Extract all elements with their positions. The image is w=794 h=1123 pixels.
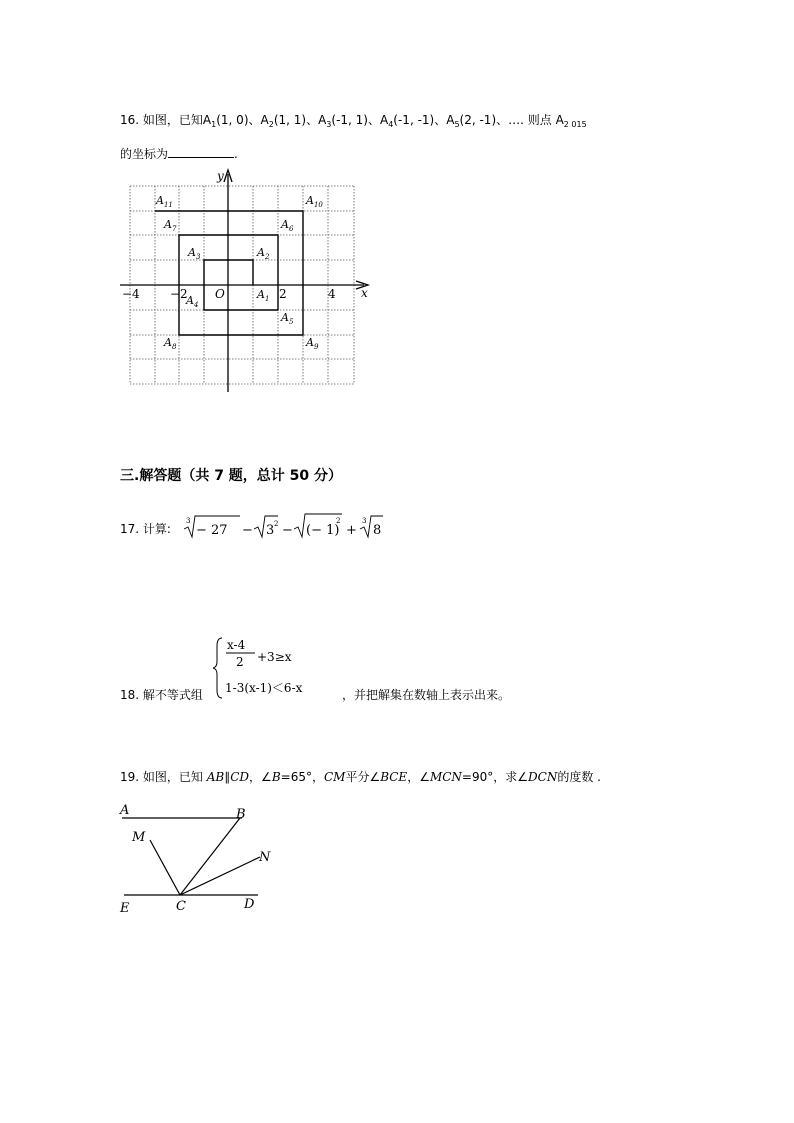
q16-line1: 16. 如图，已知$A_1(1$, 0)、$A_2(1$, 1)、$A_3(-1$, 1)、$A_4(-1$, -1)、$A_5(2$, -1)、…. 则点 $A_{2 015}$	[120, 113, 587, 129]
point-b-label: B	[236, 807, 246, 822]
ray-cn	[180, 857, 260, 895]
q17-number: 17.	[120, 522, 140, 536]
inequality-1-rest: +3≥x	[257, 650, 292, 664]
svg-text:−: −	[242, 523, 253, 538]
q16-coordinate-figure	[118, 168, 376, 396]
point-label-a4: $A_4$	[186, 294, 199, 309]
svg-text:(− 1): (− 1)	[306, 523, 340, 538]
point-label-a6: $A_6$	[281, 218, 294, 233]
q16-number: 16.	[120, 113, 140, 127]
q18-inequality-system	[213, 636, 343, 700]
svg-text:3: 3	[186, 517, 191, 525]
q19-number: 19.	[120, 770, 140, 784]
point-c-label: C	[176, 899, 186, 914]
origin-label: O	[215, 287, 225, 301]
q18-label: 18. 解不等式组	[120, 688, 203, 702]
point-label-a7: $A_7$	[164, 218, 177, 233]
point-label-a10: $A_{10}$	[306, 194, 323, 209]
point-label-a11: $A_{11}$	[156, 194, 173, 209]
svg-text:2: 2	[274, 520, 279, 528]
q17-line: 17. 计算:	[120, 522, 171, 536]
answer-blank[interactable]	[168, 146, 234, 158]
svg-text:+: +	[346, 523, 357, 538]
svg-text:− 27: − 27	[196, 523, 228, 538]
q18-tail: ，并把解集在数轴上表示出来。	[342, 688, 511, 702]
point-label-a1: $A_1$	[257, 288, 270, 303]
tick-label: −2	[170, 287, 188, 301]
y-axis-label: y	[217, 169, 224, 183]
point-m-label: M	[132, 830, 146, 845]
frac-numerator: x-4	[227, 638, 246, 652]
point-e-label: E	[120, 901, 130, 916]
section-heading: 三.解答题（共 7 题，总计 50 分）	[120, 468, 343, 484]
tick-label: 2	[279, 287, 287, 301]
point-label-a9: $A_9$	[306, 336, 319, 351]
svg-text:3: 3	[266, 523, 275, 538]
point-a-label: A	[120, 803, 130, 818]
point-label-a8: $A_8$	[164, 336, 177, 351]
q16-line2: 的坐标为 .	[120, 147, 238, 161]
tick-label: 4	[328, 287, 336, 301]
x-axis-label: x	[361, 286, 368, 300]
tick-label: −4	[122, 287, 140, 301]
inequality-2: 1-3(x-1)＜6-x	[225, 681, 303, 695]
ray-cm	[150, 840, 180, 895]
frac-denominator: 2	[236, 655, 244, 669]
q19-geometry-figure	[114, 800, 284, 920]
q19-line: 19. 如图，已知 AB∥CD，∠B=65°，CM平分∠BCE，∠MCN=90°，求∠DCN的度数 .	[120, 770, 601, 784]
point-d-label: D	[244, 897, 255, 912]
point-label-a3: $A_3$	[188, 246, 201, 261]
point-label-a5: $A_5$	[281, 311, 294, 326]
svg-text:8: 8	[373, 523, 382, 538]
ray-cb	[180, 818, 240, 895]
point-n-label: N	[259, 850, 271, 865]
svg-text:3: 3	[362, 517, 367, 525]
svg-text:2: 2	[336, 517, 341, 525]
q18-number: 18.	[120, 688, 140, 702]
svg-text:−: −	[282, 523, 293, 538]
point-label-a2: $A_2$	[257, 246, 270, 261]
q17-expression	[180, 510, 390, 542]
